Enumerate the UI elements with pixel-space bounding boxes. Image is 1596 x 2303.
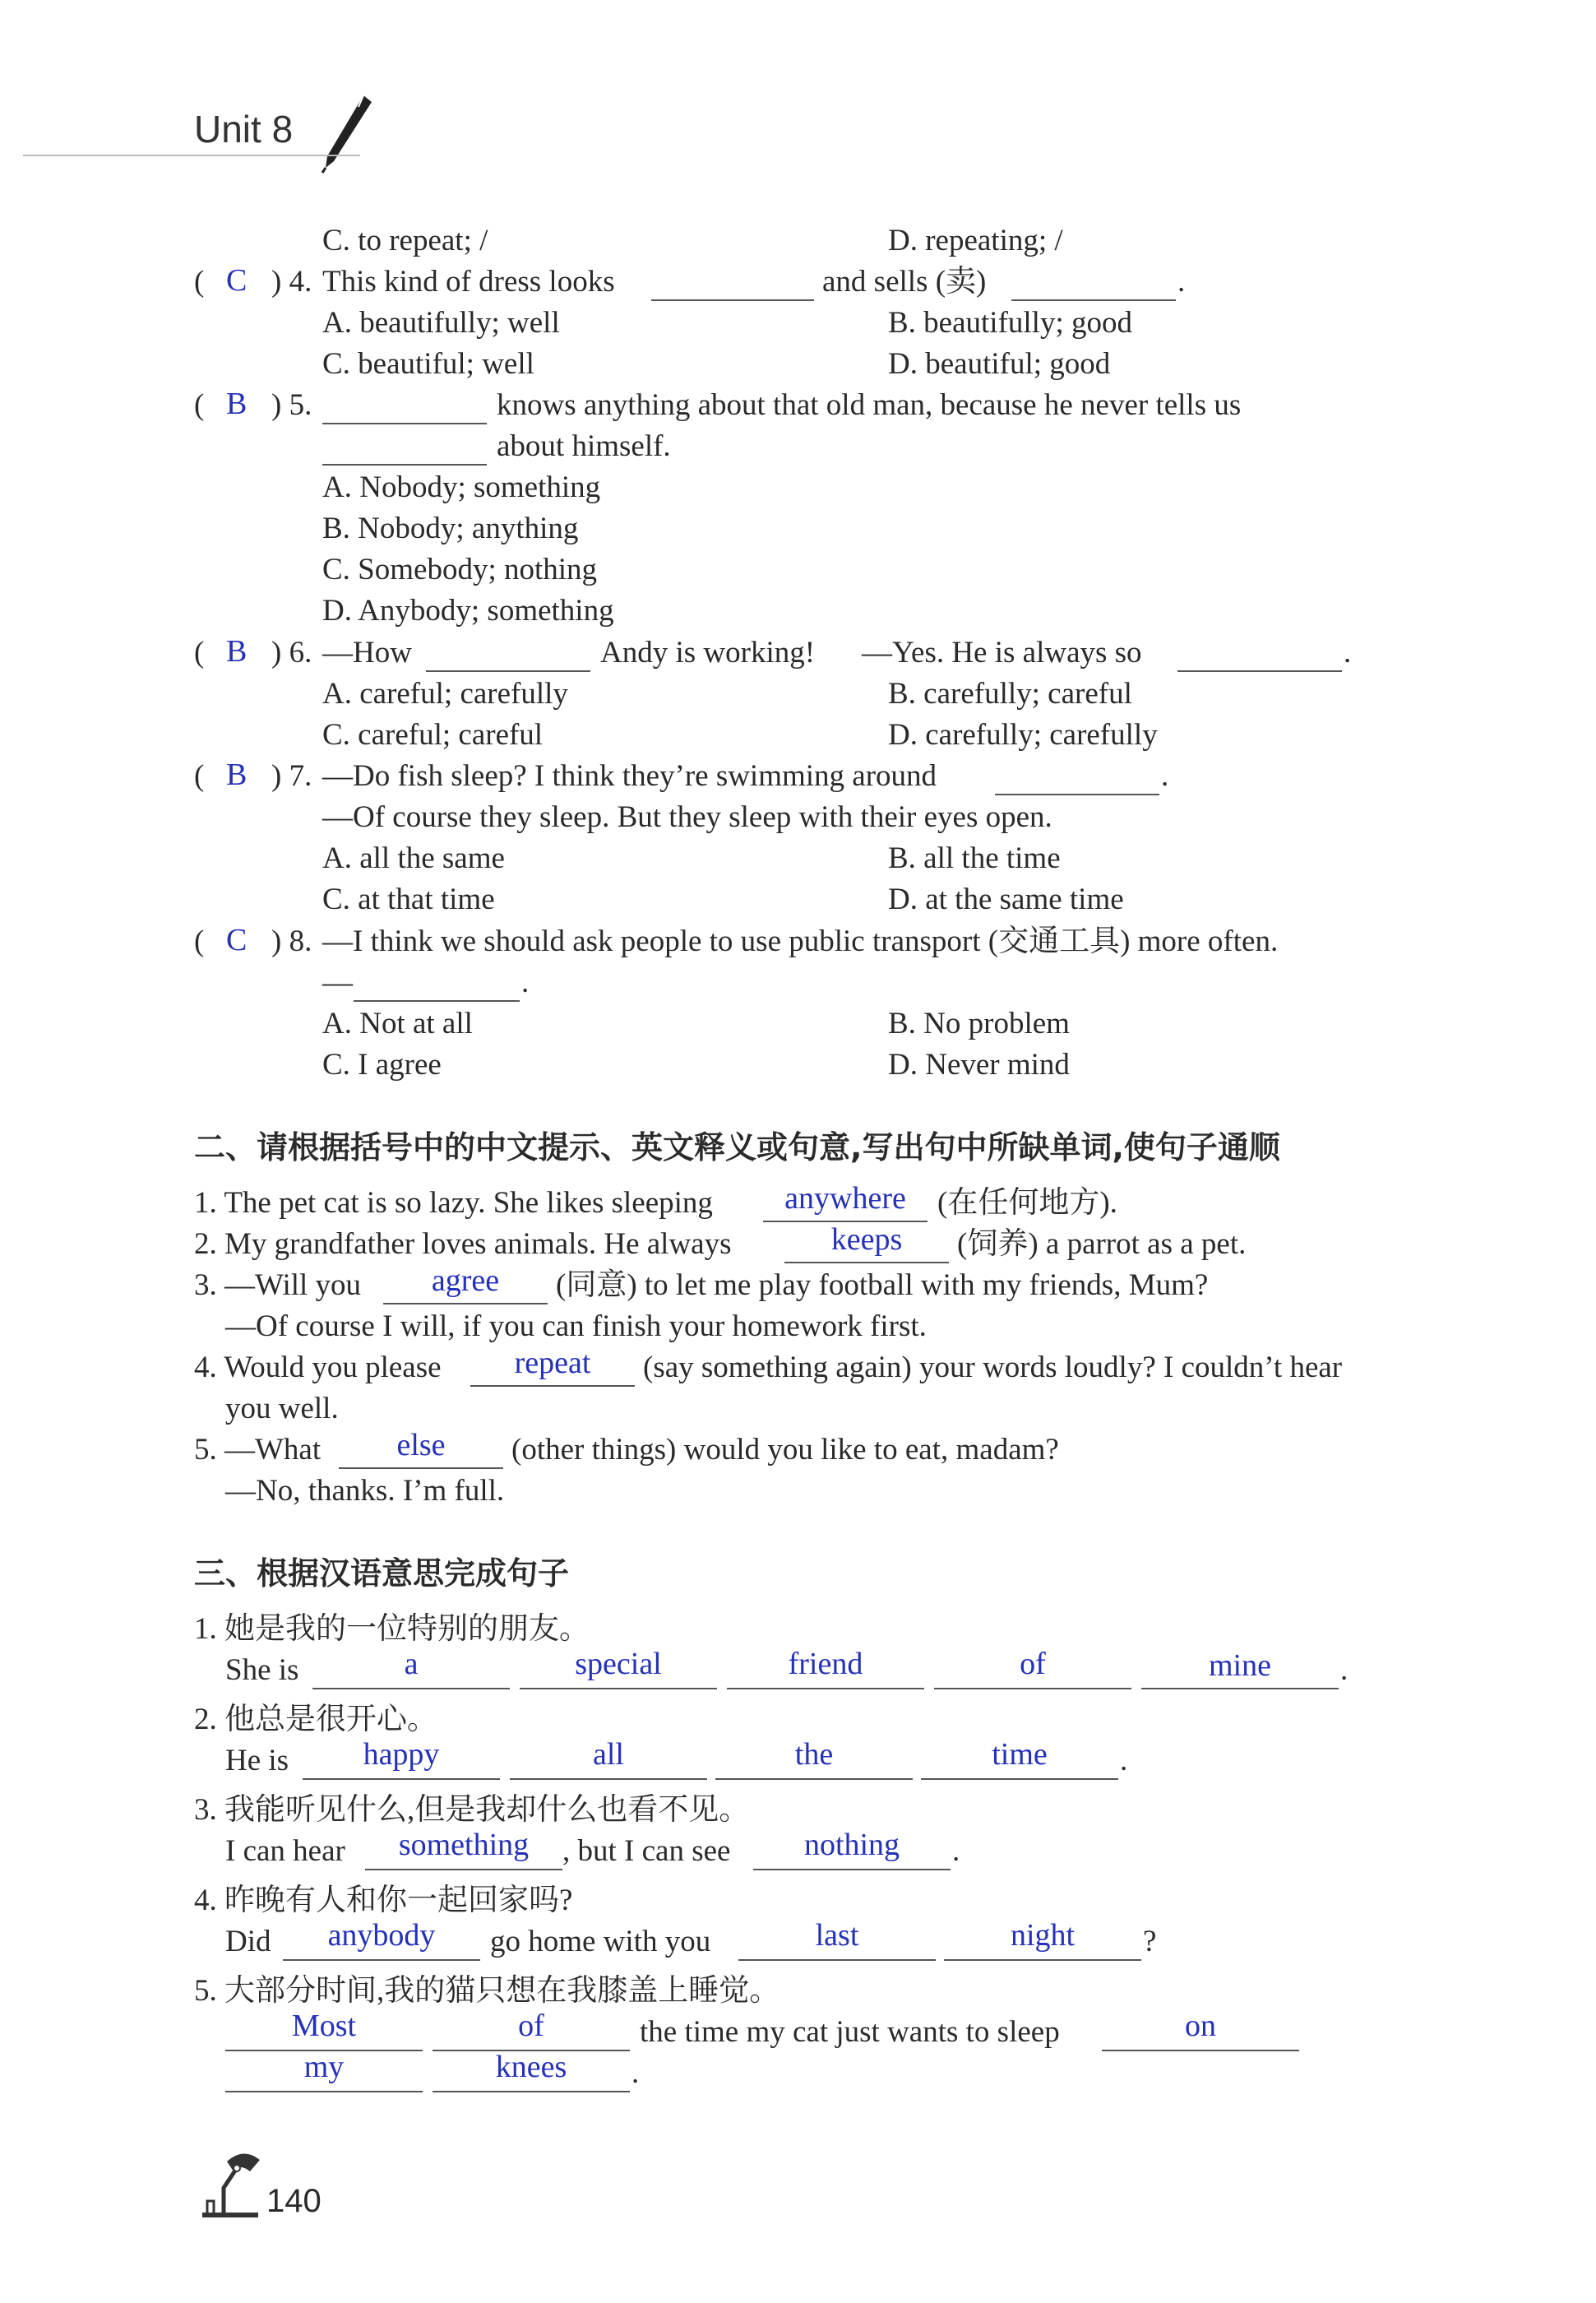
q4-answer: C [226, 263, 247, 298]
q7-text-2: —Of course they sleep. But they sleep with their eyes open. [322, 800, 1052, 834]
p3-item4-answer1: anybody [327, 1918, 436, 1953]
q8-option-c: C. I agree [322, 1048, 442, 1082]
p3-item3-answer2: nothing [803, 1828, 900, 1862]
p2-item3-pre: 3. —Will you [194, 1268, 362, 1302]
q8-paren-open: ( [194, 924, 205, 958]
p3-item5-answer1: Most [291, 2009, 357, 2043]
p3-item4-pre: Did [225, 1925, 271, 1958]
p2-item3-answer: agree [431, 1263, 500, 1298]
p3-item1-blank2 [520, 1688, 717, 1689]
desk-lamp-icon [191, 2143, 270, 2221]
p3-item1-answer1: a [404, 1647, 419, 1681]
q7-end: . [1161, 759, 1169, 793]
q6-end: . [1344, 636, 1352, 670]
p2-item2-post: (饲养) a parrot as a pet. [957, 1227, 1247, 1261]
p2-item3-post: (同意) to let me play football with my friends, Mum? [556, 1268, 1209, 1302]
p2-item5-line2: —No, thanks. I’m full. [225, 1474, 505, 1508]
q6-text-2: Andy is working! [600, 636, 816, 670]
page-number: 140 [266, 2183, 322, 2219]
p3-item4-blank1 [283, 1959, 480, 1961]
q5-number: ) 5. [271, 388, 312, 422]
p3-item1-blank1 [312, 1688, 510, 1689]
q7-option-b: B. all the time [888, 841, 1061, 875]
p2-item4-pre: 4. Would you please [194, 1351, 442, 1384]
p3-item3-cn: 3. 我能听见什么,但是我却什么也看不见。 [194, 1793, 750, 1827]
p2-item4-line2: you well. [225, 1392, 339, 1425]
p3-item5-answer5: knees [495, 2050, 567, 2084]
p3-item2-answer1: happy [363, 1737, 440, 1772]
q4-text-2: and sells (卖) [822, 265, 987, 299]
p3-item2-end: . [1120, 1744, 1128, 1777]
p3-item5-blank3 [1102, 2050, 1299, 2051]
q4-option-b: B. beautifully; good [888, 306, 1132, 340]
part2-heading: 二、请根据括号中的中文提示、英文释义或句意,写出句中所缺单词,使句子通顺 [194, 1129, 1280, 1165]
p3-item1-blank5 [1141, 1688, 1339, 1689]
q8-dash: — [322, 966, 353, 999]
q5-option-b: B. Nobody; anything [322, 512, 579, 545]
p3-item4-cn: 4. 昨晚有人和你一起回家吗? [194, 1884, 573, 1917]
q8-option-a: A. Not at all [322, 1007, 473, 1040]
q5-blank-2 [322, 464, 487, 466]
p3-item2-cn: 2. 他总是很开心。 [194, 1703, 437, 1736]
q5-paren-open: ( [194, 388, 205, 422]
p3-item5-answer2: of [518, 2009, 544, 2043]
q7-option-d: D. at the same time [888, 883, 1124, 916]
q4-blank-1 [651, 299, 814, 301]
q4-option-c: C. beautiful; well [322, 347, 534, 381]
p3-item3-mid: , but I can see [562, 1834, 731, 1868]
p3-item3-answer1: something [398, 1828, 530, 1862]
p3-item5-answer4: my [303, 2050, 345, 2084]
p3-item3-end: . [952, 1834, 960, 1868]
p3-item2-blank4 [921, 1778, 1118, 1780]
p3-item2-blank1 [303, 1778, 500, 1780]
p3-item1-answer5: mine [1209, 1648, 1271, 1683]
p2-item1-answer: anywhere [784, 1181, 906, 1216]
p2-item2-answer: keeps [830, 1222, 903, 1257]
p3-item2-answer3: the [794, 1737, 834, 1772]
p3-item3-blank2 [753, 1869, 951, 1870]
q6-text-3: —Yes. He is always so [862, 636, 1142, 670]
p3-item2-pre: He is [225, 1744, 289, 1777]
p2-item4-answer: repeat [514, 1346, 591, 1380]
q4-end: . [1177, 265, 1186, 299]
p2-item5-answer: else [396, 1428, 446, 1462]
q7-blank [995, 794, 1159, 795]
p2-item3-blank [383, 1303, 548, 1304]
q7-answer: B [226, 758, 247, 792]
q7-option-a: A. all the same [322, 841, 505, 875]
pen-icon [316, 92, 375, 174]
p2-item4-post: (say something again) your words loudly? I couldn’t hear [643, 1351, 1343, 1384]
p2-item2-blank [784, 1262, 949, 1263]
p2-item2-pre: 2. My grandfather loves animals. He always [194, 1227, 732, 1261]
q5-text-2: about himself. [497, 429, 671, 463]
q4-number: ) 4. [271, 265, 312, 299]
p3-item2-answer4: time [992, 1737, 1048, 1772]
p3-item3-blank1 [365, 1869, 562, 1870]
p3-item2-blank2 [510, 1778, 707, 1780]
p2-item1-post: (在任何地方). [937, 1186, 1117, 1220]
p3-item1-cn: 1. 她是我的一位特别的朋友。 [194, 1612, 590, 1646]
p3-item1-blank3 [727, 1688, 924, 1689]
p3-item5-end: . [631, 2056, 640, 2090]
p3-item5-blank5 [433, 2091, 630, 2092]
q5-option-a: A. Nobody; something [322, 470, 601, 504]
q6-option-c: C. careful; careful [322, 718, 544, 752]
q6-option-b: B. carefully; careful [888, 677, 1132, 711]
p3-item4-blank3 [944, 1959, 1141, 1961]
q6-paren-open: ( [194, 636, 205, 670]
p3-item3-pre: I can hear [225, 1834, 345, 1868]
q5-answer: B [226, 387, 247, 421]
p3-item1-answer3: friend [788, 1647, 863, 1681]
p3-item2-blank3 [715, 1778, 913, 1780]
q8-number: ) 8. [271, 924, 312, 958]
header-rule [23, 155, 360, 156]
p3-item5-cn: 5. 大部分时间,我的猫只想在我膝盖上睡觉。 [194, 1974, 780, 2008]
q6-blank-1 [426, 670, 590, 672]
p3-item1-end: . [1340, 1653, 1349, 1687]
p3-item1-blank4 [934, 1688, 1131, 1689]
q6-option-a: A. careful; carefully [322, 677, 568, 711]
p2-item5-pre: 5. —What [194, 1433, 322, 1467]
q6-blank-2 [1177, 670, 1342, 672]
p2-item4-blank [470, 1385, 635, 1387]
q8-end: . [521, 966, 530, 999]
q8-option-d: D. Never mind [888, 1048, 1070, 1082]
p2-item3-line2: —Of course I will, if you can finish your homework first. [225, 1309, 927, 1343]
q7-number: ) 7. [271, 759, 312, 793]
p2-item5-blank [339, 1467, 503, 1469]
q8-text-1: —I think we should ask people to use public transport (交通工具) more often. [322, 924, 1279, 958]
p3-item4-mid: go home with you [490, 1925, 711, 1958]
p3-item4-end: ? [1143, 1925, 1157, 1958]
p2-item5-post: (other things) would you like to eat, madam? [511, 1433, 1059, 1467]
p3-item2-answer2: all [593, 1737, 624, 1772]
q7-text-1: —Do fish sleep? I think they’re swimming around [322, 759, 937, 793]
q7-option-c: C. at that time [322, 883, 495, 916]
q6-answer: B [226, 634, 247, 669]
q8-blank [354, 1000, 520, 1002]
q8-option-b: B. No problem [888, 1007, 1070, 1040]
p3-item4-blank2 [738, 1959, 936, 1961]
q4-blank-2 [1011, 299, 1176, 301]
q5-text-1: knows anything about that old man, because he never tells us [497, 388, 1242, 422]
p3-item5-mid: the time my cat just wants to sleep [640, 2015, 1060, 2049]
q6-text-1: —How [322, 636, 412, 670]
q6-number: ) 6. [271, 636, 312, 670]
q5-option-c: C. Somebody; nothing [322, 553, 598, 586]
p3-item5-blank4 [225, 2091, 423, 2092]
q4-paren-open: ( [194, 265, 205, 299]
q6-option-d: D. carefully; carefully [888, 718, 1158, 752]
q4-option-d: D. beautiful; good [888, 347, 1111, 381]
p3-item1-answer4: of [1020, 1647, 1046, 1681]
p3-item1-pre: She is [225, 1653, 299, 1687]
q3-option-c: C. to repeat; / [322, 224, 488, 257]
q5-blank-1 [322, 423, 487, 424]
part3-heading: 三、根据汉语意思完成句子 [194, 1555, 570, 1592]
q8-answer: C [226, 923, 247, 957]
unit-title: Unit 8 [194, 108, 294, 151]
q4-text-1: This kind of dress looks [322, 265, 615, 299]
p3-item4-answer2: last [815, 1918, 859, 1953]
q3-option-d: D. repeating; / [888, 224, 1063, 257]
p3-item5-answer3: on [1185, 2009, 1216, 2043]
q7-paren-open: ( [194, 759, 205, 793]
p2-item1-pre: 1. The pet cat is so lazy. She likes sleeping [194, 1186, 713, 1220]
q5-option-d: D. Anybody; something [322, 594, 614, 628]
p3-item4-answer3: night [1010, 1918, 1076, 1953]
p3-item1-answer2: special [575, 1647, 662, 1681]
q4-option-a: A. beautifully; well [322, 306, 560, 340]
